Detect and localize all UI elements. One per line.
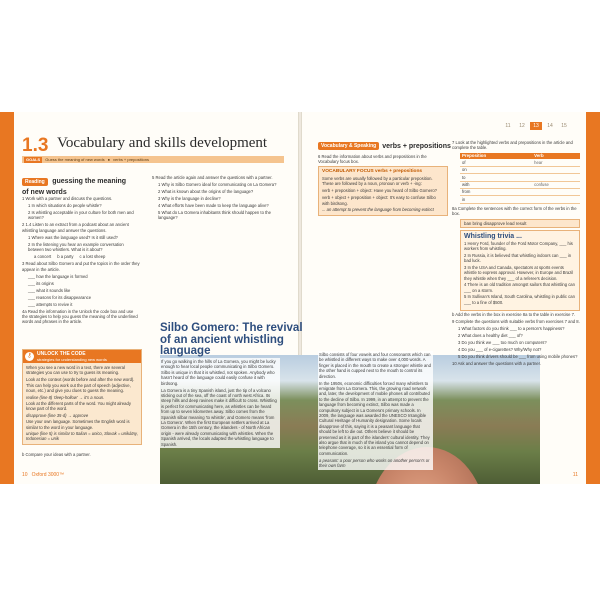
table-row xyxy=(460,174,580,181)
article-paragraph: If you go walking in the hills of La Gomera, you might be lucky enough to hear local people communicating in Silbo Gomero. Silbo is unique in that it is whistled, not spoken. Anybody who hasn't heard of the language could easily confuse it with birdsong. xyxy=(161,359,276,386)
article-paragraph: La Gomera is a tiny Spanish island, just the tip of a volcano sticking out of the sea, off the coast of north west Africa. Its steep hills and deep ravines make it difficult to cross. Whistling is perfect for communicating here, as whistles can be heard from up to seven kilometres away. Silbo comes from the Spanish silbar meaning 'to whistle', and Gomero means 'from La Gomera'. When the first European settlers arrived at La Gomera in the 15th century, the islanders - of North African origin - were already communicating with whistles. When the Spanish arrived, the locals adapted the whistling language to Spanish. xyxy=(161,387,277,447)
table-row xyxy=(460,188,580,195)
goal-item: ● xyxy=(107,156,111,162)
vocab-section-heading xyxy=(318,142,451,150)
goal-item: verbs + prepositions xyxy=(113,156,149,162)
table-cell xyxy=(532,174,580,181)
comprehension-exercise xyxy=(152,175,288,222)
exercise-3-item: ___ attempts to revive it xyxy=(28,301,73,307)
table-cell xyxy=(532,196,580,203)
option: c a lost sheep xyxy=(79,254,106,260)
table-row xyxy=(460,159,580,166)
exercise-2-item: 2 In the listening you hear an example conversation between two whistlers. What is it about? xyxy=(28,241,124,253)
exercise-10: 10 Ask and answer the questions with a partner. xyxy=(452,361,541,367)
option: a concert xyxy=(34,254,52,260)
vocab-focus-heading: VOCABULARY FOCUS verbs + prepositions xyxy=(322,169,423,174)
option: b a party xyxy=(57,254,74,260)
vocab-focus-text: verb + preposition + object: Have you heard of Silbo Gomero? xyxy=(322,188,437,194)
table-cell: of xyxy=(460,159,532,166)
exercise-5-item: 3 Why is the language in decline? xyxy=(158,196,221,201)
exercise-6: 6 Read the information about verbs and prepositions in the Vocabulary focus box. xyxy=(318,154,427,165)
vocab-focus-text: Some verbs are usually followed by a particular preposition. These are followed by a noun, pronoun or verb + -ing: xyxy=(322,175,433,187)
exercise-8a: 8a Complete the sentences with the correct form of the verbs in the box. xyxy=(452,205,577,217)
unlock-intro: When you see a new word in a text, there are several strategies you can use to try to guess its meaning. xyxy=(26,365,125,376)
unit-tab[interactable]: 11 xyxy=(505,123,511,129)
unit-tab[interactable]: 14 xyxy=(547,123,553,129)
exercise-9-item: 5 Do you think drivers should be ___ from using mobile phones? xyxy=(458,354,578,360)
exercise-2: 2 1.4 Listen to an extract from a podcast about an ancient whistling language and answer the questions. xyxy=(22,222,129,233)
word-bank: ban bring disapprove lead result xyxy=(460,219,580,228)
right-margin-bar xyxy=(586,112,600,484)
exercise-3-item: ___ reasons for its disappearance xyxy=(28,294,92,300)
exercise-9: 9 Complete the questions with suitable verbs from exercises 7 and 8. xyxy=(452,319,580,325)
exercise-3-item: ___ how the language is formed xyxy=(28,273,88,279)
table-cell: on xyxy=(460,166,532,173)
unlock-title: UNLOCK THE CODE xyxy=(37,351,86,357)
exercise-5-item: 4 What efforts have been made to keep the language alive? xyxy=(158,203,269,208)
vocab-focus-text: ... an attempt to prevent the language from becoming extinct xyxy=(322,207,434,213)
reading-section-heading xyxy=(22,175,132,197)
article-column-2 xyxy=(318,351,433,470)
table-row xyxy=(460,181,580,188)
exercise-3-item: ___ its origins xyxy=(28,280,54,286)
unlock-body xyxy=(23,363,141,444)
exercise-9-item: 3 Do you think we ___ too much on computers? xyxy=(458,340,547,346)
unit-tab[interactable]: 12 xyxy=(519,123,525,129)
table-row xyxy=(460,166,580,173)
unlock-header xyxy=(23,350,141,363)
goals-label: GOALS xyxy=(26,156,41,162)
unlock-point: Look at the context (words before and after the new word). This can help you work out the part of speech (adjective, noun, etc.) and give you clues to guess the meaning. xyxy=(26,377,135,394)
table-cell: from xyxy=(460,188,532,195)
trivia-title: Whistling trivia ... xyxy=(464,232,522,240)
exercise-4b: b Compare your ideas with a partner. xyxy=(22,452,91,457)
unit-tabs xyxy=(502,122,570,130)
unlock-example: disapprove (line 35-d) → approve xyxy=(26,412,89,418)
oxford-brand: Oxford 3000™ xyxy=(31,472,65,478)
textbook-spread xyxy=(0,112,600,484)
exercise-5-item: 2 What is known about the origins of the language? xyxy=(158,189,254,194)
unlock-subtitle: strategies for understanding new words xyxy=(37,357,107,362)
trivia-item: 2 In Russia, it is believed that whistling indoors can ___ in bad luck. xyxy=(464,252,572,264)
vocab-focus-text: verb + object + preposition + object: It's easy to confuse Silbo with birdsong. xyxy=(322,195,436,206)
trivia-item: 5 In Sullivan's Island, South Carolina, whistling in public can ___ to a fine of $500. xyxy=(464,294,575,305)
exercise-1-item: 1 In which situations do people whistle? xyxy=(28,203,102,208)
vocab-heading-text: verbs + prepositions xyxy=(382,142,451,150)
article-gloss: a peasant: a poor person who works on another person's or their own farm xyxy=(319,457,430,469)
whistling-trivia-box xyxy=(460,230,580,311)
key-icon: ⚷ xyxy=(25,352,34,361)
article-paragraph: Silbo consists of four vowels and four consonants which can be whistled in different ways to make over 4,000 words. A finger is placed in the mouth to create a stronger whistle and the other hand is cupped next to the mouth to control its direction. xyxy=(319,352,431,379)
table-cell: confuse xyxy=(532,181,580,188)
table-header: Verb xyxy=(532,153,580,159)
exercise-2-options xyxy=(22,254,140,259)
table-row xyxy=(460,196,580,203)
vocabulary-focus-box xyxy=(318,166,448,216)
unlock-the-code-box xyxy=(22,349,142,445)
reading-exercises xyxy=(22,196,140,326)
verb-preposition-table xyxy=(460,153,580,204)
exercise-8b: b Add the verbs in the box in exercise 8a to the table in exercise 7. xyxy=(452,312,576,318)
left-margin-bar xyxy=(0,112,14,484)
trivia-item: 1 Henry Ford, founder of the Ford Motor Company, ___ his workers from whistling. xyxy=(464,240,573,252)
article-column-1 xyxy=(160,358,280,448)
article-paragraph: In the 1950s, economic difficulties forced many whistlers to emigrate from La Gomera. This, the growing road network and, later, the development of mobile phones all contributed to the decline of Silbo. In 1999, in an attempt to prevent the language from becoming extinct, Silbo was made a compulsory subject in La Gomera's primary schools. In 2009, the language was awarded the UNESCO Intangible Cultural Heritage of Humanity designation. Some locals disapprove of this, saying it is a peasant language that should be left to die out. Others believe it should be preserved as it is part of the islanders' cultural identity. They also argue that in much of the island you cannot depend on telephone coverage, so it is an essential form of communication. xyxy=(319,380,430,456)
exercise-3: 3 Read about Silbo Gomero and put the topics in the order they appear in the article. xyxy=(22,261,140,272)
right-page-number: 11 xyxy=(572,472,578,478)
exercise-2-item: 1 Where was the language used? Is it still used? xyxy=(28,234,118,240)
exercise-1: 1 Work with a partner and discuss the questions. xyxy=(22,196,113,201)
trivia-item: 3 In the USA and Canada, spectators at sports events whistle to express approval. However, in Europe and Brazil they whistle when they ___ of a referee's decision. xyxy=(464,264,574,281)
exercise-9-item: 2 What does a healthy diet ___ of? xyxy=(458,333,523,339)
unit-tab[interactable]: 15 xyxy=(561,123,567,129)
unit-title: Vocabulary and skills development xyxy=(57,135,268,151)
unlock-point: Use your own language. Sometimes the English word is similar to the word in your language. xyxy=(26,419,130,430)
exercise-5-item: 1 Why is Silbo Gomero ideal for communicating on La Gomera? xyxy=(158,182,277,187)
unlock-example: realise (line 8) 'deep-hollow' → it's a noun. xyxy=(26,394,105,400)
exercise-4a: 4a Read the information in the Unlock the code box and use the strategies to help you guess the meaning of the underlined words and phrases in the article. xyxy=(22,308,138,325)
table-cell: to xyxy=(460,174,532,181)
exercise-1-item: 2 Is whistling acceptable in your culture for both men and women? xyxy=(28,210,134,221)
right-exercises xyxy=(452,140,582,368)
trivia-item: 4 There is an old tradition amongst sailors that whistling can ___ on a storm. xyxy=(464,282,575,293)
exercise-7: 7 Look at the highlighted verbs and prepositions in the article and complete the table. xyxy=(452,140,573,151)
article-title: Silbo Gomero: The revival of an ancient whistling language xyxy=(160,322,303,357)
table-cell: in xyxy=(460,196,532,203)
unlock-point: Look at the different parts of the word. You might already know part of the word. xyxy=(26,400,131,412)
reading-badge: Reading xyxy=(22,178,48,186)
table-header: Preposition xyxy=(460,153,532,159)
exercise-5-item: 5 What do La Gomera inhabitants think should happen to the language? xyxy=(158,210,271,221)
goal-item: Guess the meaning of new words xyxy=(45,156,105,162)
unlock-example: unique (line 5) is similar to Italian = unico, Slovak = unikátny, Indonesian = unik xyxy=(26,430,138,442)
vocab-speaking-badge: Vocabulary & Speaking xyxy=(318,142,379,150)
table-cell: with xyxy=(460,181,532,188)
exercise-3-item: ___ what it sounds like xyxy=(28,287,71,293)
table-cell: hear xyxy=(532,159,580,166)
goals-bar xyxy=(22,156,284,163)
exercise-9-item: 1 What factors do you think ___ to a person's happiness? xyxy=(458,326,565,332)
left-footer xyxy=(22,472,64,478)
unit-number: 1.3 xyxy=(22,135,49,156)
table-cell xyxy=(532,166,580,173)
exercise-9-item: 4 Do you ___ of e-cigarettes? Why/Why not? xyxy=(458,347,542,353)
reading-heading-text: guessing the meaning of new words xyxy=(22,178,127,196)
unit-tab-active[interactable]: 13 xyxy=(530,122,542,130)
exercise-5: 5 Read the article again and answer the questions with a partner. xyxy=(152,175,273,180)
left-page-number: 10 xyxy=(22,472,28,478)
table-cell xyxy=(532,188,580,195)
